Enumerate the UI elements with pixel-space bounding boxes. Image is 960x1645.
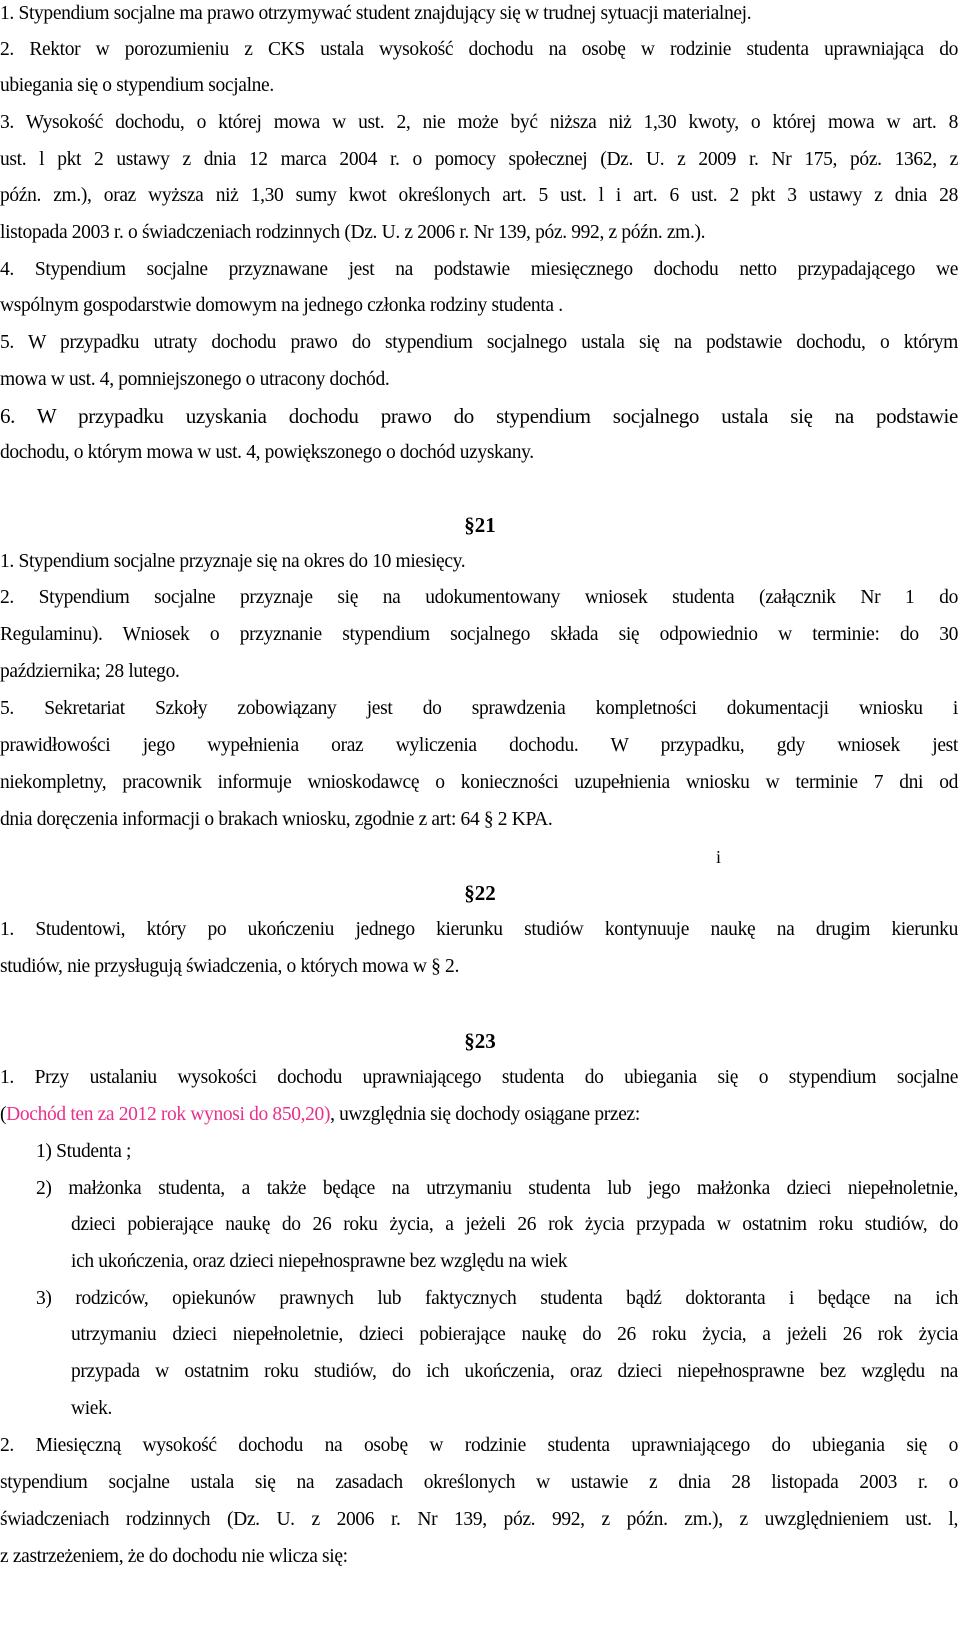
list-item-3-cont: utrzymaniu dzieci niepełnoletnie, dzieci pobierające naukę do 26 roku życia, a jeżeli 26 rok życia (71, 1324, 958, 1345)
paren-open: ( (0, 1104, 7, 1125)
text-line: 5. W przypadku utraty dochodu prawo do stypendium socjalnego ustala się na podstawie dochodu, o którym (0, 332, 958, 353)
list-item-3-cont: wiek. (71, 1398, 113, 1419)
text-line: wspólnym gospodarstwie domowym na jednego członka rodziny studenta . (0, 295, 563, 316)
text-line: 5. Sekretariat Szkoły zobowiązany jest do sprawdzenia kompletności dokumentacji wniosku i (0, 698, 958, 719)
section-heading-22: §22 (464, 881, 496, 905)
text-line: 1. Studentowi, który po ukończeniu jednego kierunku studiów kontynuuje naukę na drugim kierunku (0, 919, 958, 940)
text-line: ubiegania się o stypendium socjalne. (0, 75, 274, 96)
text-line: ust. l pkt 2 ustawy z dnia 12 marca 2004 r. o pomocy społecznej (Dz. U. z 2009 r. Nr 175, póz. 1362, z (0, 149, 958, 170)
list-item-3: 3) rodziców, opiekunów prawnych lub faktycznych studenta bądź doktoranta i będące na ich (36, 1288, 958, 1309)
text-line: świadczeniach rodzinnych (Dz. U. z 2006 r. Nr 139, póz. 992, z późn. zm.), z uwzględnieniem ust. l, (0, 1509, 958, 1530)
text-line: października; 28 lutego. (0, 661, 180, 682)
text-line: listopada 2003 r. o świadczeniach rodzinnych (Dz. U. z 2006 r. Nr 139, póz. 992, z późn. zm.). (0, 222, 706, 243)
text-line: niekompletny, pracownik informuje wnioskodawcę o konieczności uzupełnienia wniosku w terminie 7 dni od (0, 772, 958, 793)
text-line: 1. Stypendium socjalne ma prawo otrzymywać student znajdujący się w trudnej sytuacji materialnej. (0, 3, 752, 24)
text-line: 1. Stypendium socjalne przyznaje się na okres do 10 miesięcy. (0, 551, 466, 572)
list-item-2-cont: ich ukończenia, oraz dzieci niepełnosprawne bez względu na wiek (71, 1251, 568, 1272)
text-line: stypendium socjalne ustala się na zasadach określonych w ustawie z dnia 28 listopada 2003 r. o (0, 1472, 958, 1493)
list-item-2: 2) małżonka studenta, a także będące na utrzymaniu studenta lub jego małżonka dzieci niepełnoletnie, (36, 1178, 958, 1199)
stray-mark: i (716, 847, 722, 867)
list-item-3-cont: przypada w ostatnim roku studiów, do ich ukończenia, oraz dzieci niepełnosprawne bez względu na (71, 1361, 958, 1382)
text-line: z zastrzeżeniem, że do dochodu nie wlicza się: (0, 1546, 348, 1567)
text-line: późn. zm.), oraz wyższa niż 1,30 sumy kwot określonych art. 5 ust. l i art. 6 ust. 2 pkt 3 ustawy z dnia 28 (0, 185, 958, 206)
list-item-2-cont: dzieci pobierające naukę do 26 roku życia, a jeżeli 26 rok życia przypada w ostatnim roku studiów, do (71, 1214, 958, 1235)
text-line: dochodu, o którym mowa w ust. 4, powiększonego o dochód uzyskany. (0, 442, 534, 463)
text-line: Regulaminu). Wniosek o przyznanie stypendium socjalnego składa się odpowiednio w terminie: do 30 (0, 624, 958, 645)
text-continuation: , uwzględnia się dochody osiągane przez: (330, 1104, 640, 1125)
section-heading-21: §21 (464, 513, 496, 537)
text-line: 6. W przypadku uzyskania dochodu prawo do stypendium socjalnego ustala się na podstawie (0, 404, 958, 428)
text-line: 4. Stypendium socjalne przyznawane jest na podstawie miesięcznego dochodu netto przypadającego we (0, 259, 958, 280)
text-line: mowa w ust. 4, pomniejszonego o utracony dochód. (0, 369, 390, 390)
text-line-highlighted (0, 1103, 640, 1127)
list-item-1: 1) Studenta ; (36, 1141, 132, 1162)
text-line: 3. Wysokość dochodu, o której mowa w ust. 2, nie może być niższa niż 1,30 kwoty, o której mowa w art. 8 (0, 112, 958, 133)
text-line: prawidłowości jego wypełnienia oraz wyliczenia dochodu. W przypadku, gdy wniosek jest (0, 735, 958, 756)
text-line: studiów, nie przysługują świadczenia, o których mowa w § 2. (0, 956, 459, 977)
text-line: 2. Stypendium socjalne przyznaje się na udokumentowany wniosek studenta (załącznik Nr 1 do (0, 587, 958, 608)
highlighted-income-note: Dochód ten za 2012 rok wynosi do 850,20) (6, 1104, 331, 1125)
text-line: 2. Rektor w porozumieniu z CKS ustala wysokość dochodu na osobę w rodzinie studenta uprawniająca do (0, 39, 958, 60)
text-line: dnia doręczenia informacji o brakach wniosku, zgodnie z art: 64 § 2 KPA. (0, 809, 553, 830)
text-line: 2. Miesięczną wysokość dochodu na osobę w rodzinie studenta uprawniającego do ubiegania się o (0, 1435, 958, 1456)
text-line: 1. Przy ustalaniu wysokości dochodu uprawniającego studenta do ubiegania się o stypendium socjalne (0, 1067, 958, 1088)
section-heading-23: §23 (464, 1029, 496, 1053)
